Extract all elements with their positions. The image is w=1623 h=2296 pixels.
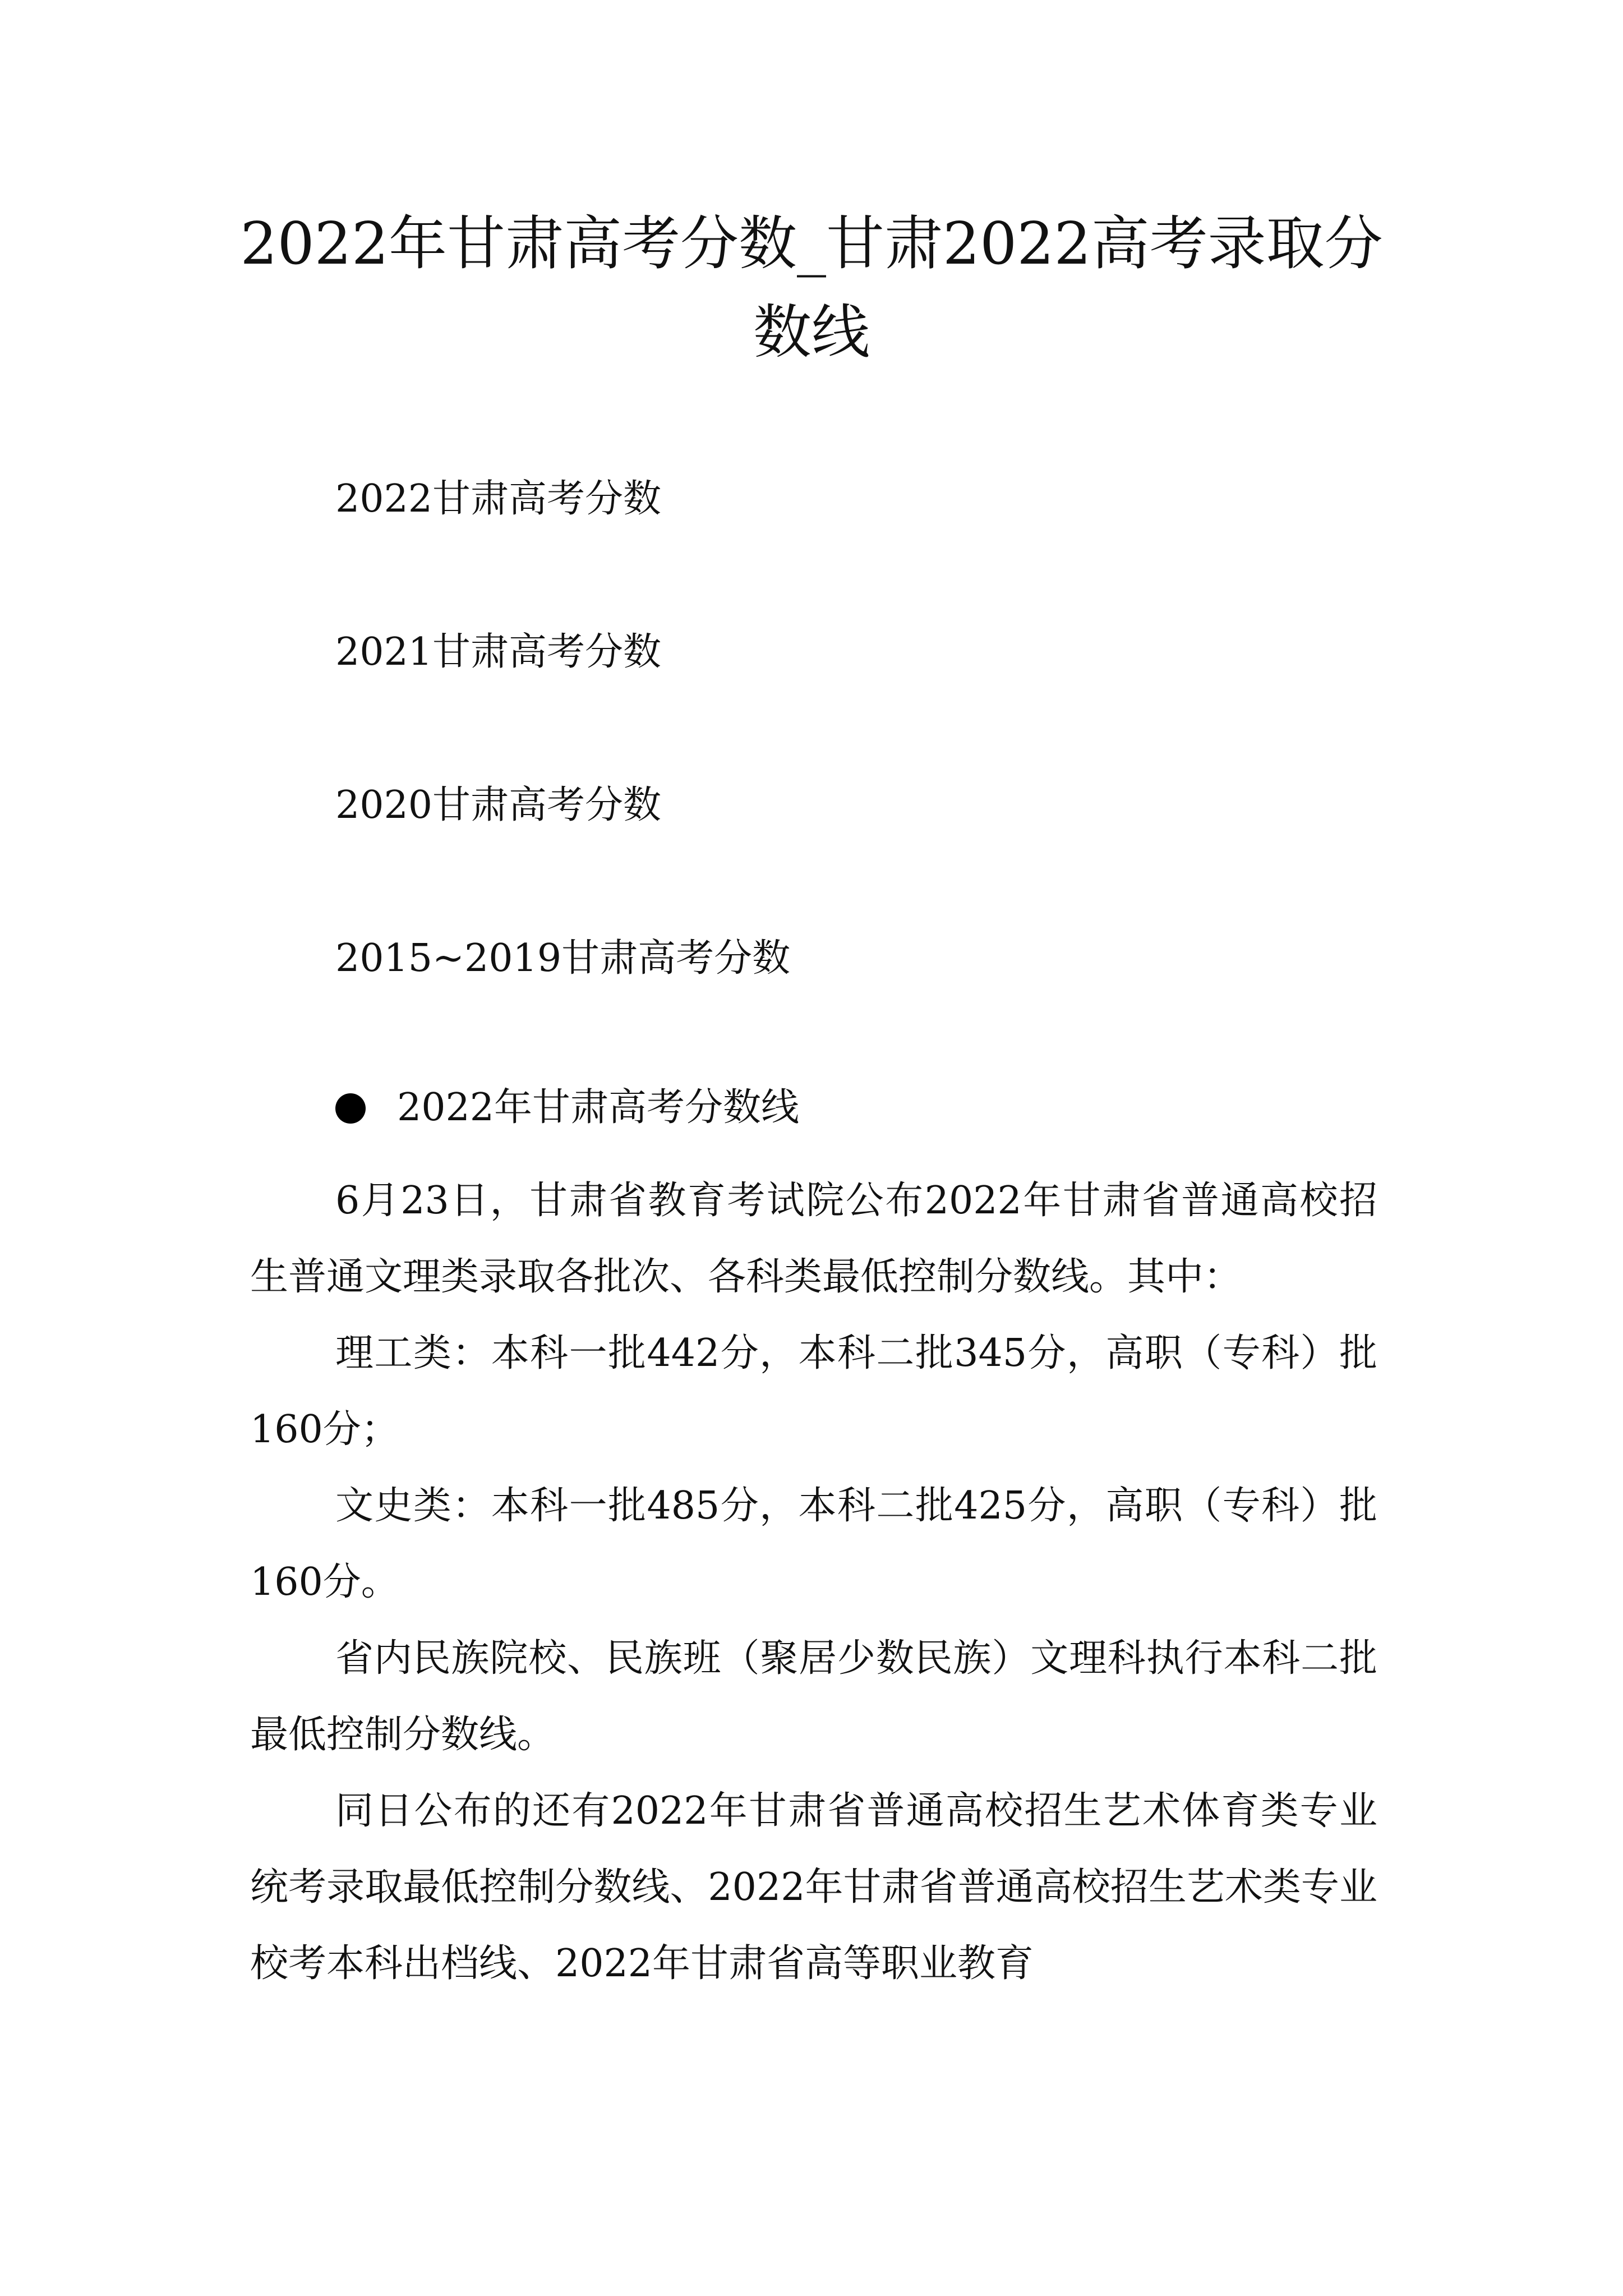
toc-item-2015-2019: 2015~2019甘肃高考分数: [335, 936, 791, 981]
body-text: [250, 1163, 1377, 2002]
bullet-dot-icon: [335, 1093, 366, 1124]
document-title: 2022年甘肃高考分数_甘肃2022高考录取分数线: [240, 209, 1383, 366]
paragraph-arts-scores: 文史类：本科一批485分，本科二批425分，高职（专科）批160分。: [250, 1484, 1377, 1604]
toc-item-2020: 2020甘肃高考分数: [335, 783, 662, 827]
paragraph-science-scores: 理工类：本科一批442分，本科二批345分，高职（专科）批160分；: [250, 1331, 1377, 1452]
toc-item-2021: 2021甘肃高考分数: [335, 630, 662, 674]
paragraph-announcement: 6月23日，甘肃省教育考试院公布2022年甘肃省普通高校招生普通文理类录取各批次、各科类最低控制分数线。其中：: [250, 1179, 1377, 1299]
paragraph-other-lines: 同日公布的还有2022年甘肃省普通高校招生艺术体育类专业统考录取最低控制分数线、2022年甘肃省普通高校招生艺术类专业校考本科出档线、2022年甘肃省高等职业教育: [250, 1789, 1377, 1986]
toc-item-2022: 2022甘肃高考分数: [335, 477, 662, 521]
paragraph-ethnic-schools: 省内民族院校、民族班（聚居少数民族）文理科执行本科二批最低控制分数线。: [250, 1636, 1377, 1757]
section-heading-text: 2022年甘肃高考分数线: [397, 1085, 800, 1130]
section-heading: [335, 1083, 799, 1133]
